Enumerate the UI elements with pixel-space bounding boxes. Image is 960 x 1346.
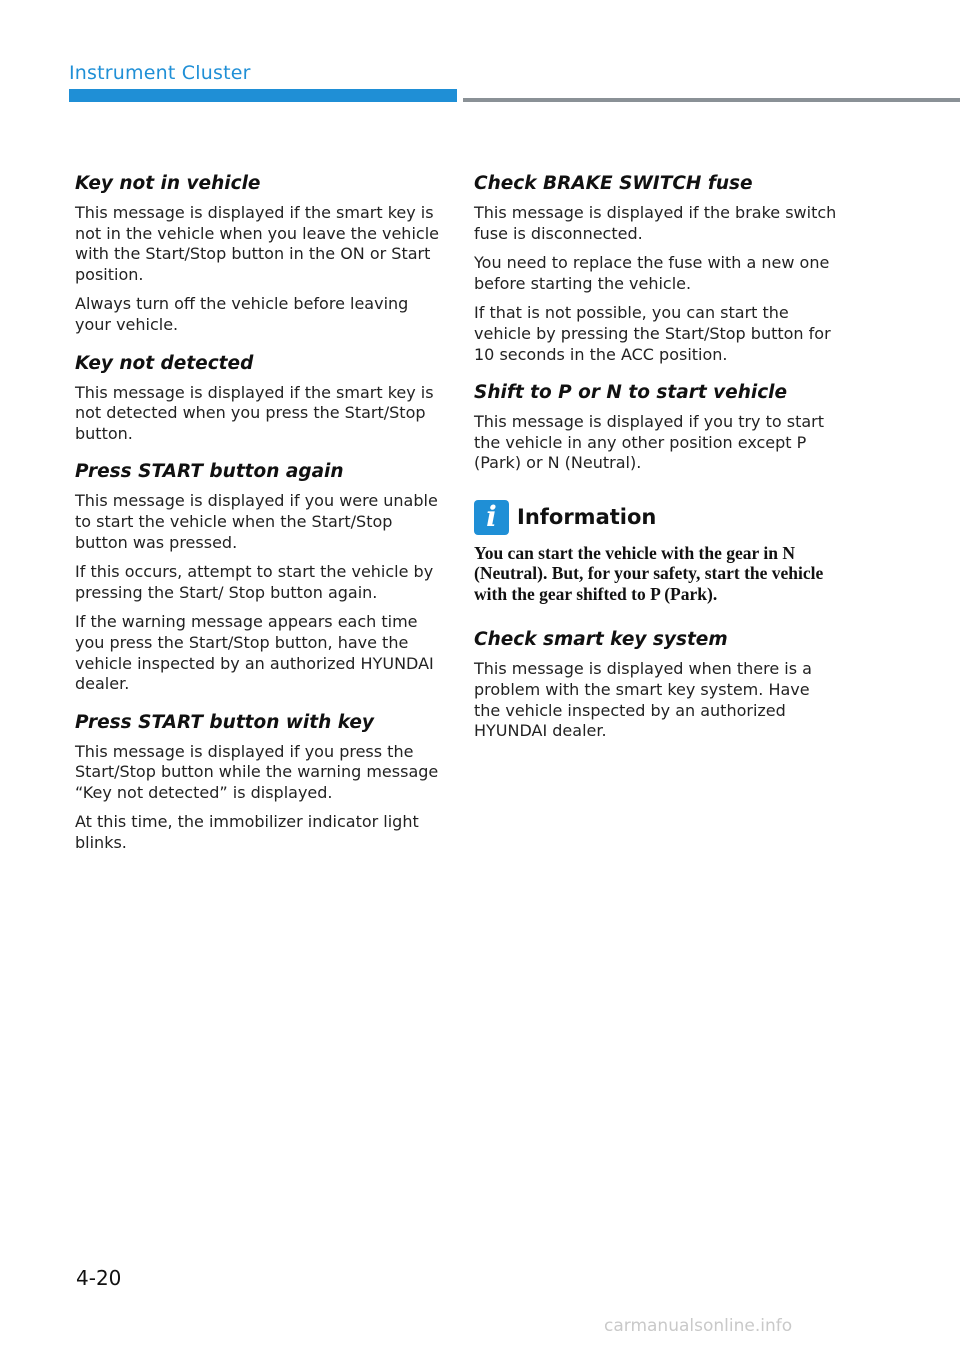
header-rule-accent (69, 89, 457, 102)
page-number: 4-20 (76, 1266, 122, 1290)
information-text: You can start the vehicle with the gear in N (Neutral). But, for your safety, start the vehicle with the gear shifted to P (Park). (474, 542, 824, 604)
section-paragraph: You need to replace the fuse with a new one before starting the vehicle. (474, 253, 830, 293)
section-title: Press START button with key (75, 711, 374, 733)
section-paragraph: This message is displayed when there is a problem with the smart key system. Have the vehicle inspected by an authorized HYUNDAI dealer. (474, 659, 812, 741)
section-paragraph: If that is not possible, you can start the vehicle by pressing the Start/Stop button for 10 seconds in the ACC position. (474, 303, 831, 364)
page-header-title: Instrument Cluster (69, 62, 251, 84)
section-title: Key not in vehicle (75, 173, 261, 194)
section-check-smart-key-system (474, 628, 840, 741)
section-shift-to-p-or-n (474, 381, 840, 474)
information-title: Information (517, 505, 657, 530)
section-paragraph: At this time, the immobilizer indicator light blinks. (75, 812, 419, 853)
left-column (75, 172, 440, 870)
section-title: Check smart key system (474, 629, 728, 651)
section-paragraph: This message is displayed if you were unable to start the vehicle when the Start/Stop button was pressed. (75, 491, 438, 552)
right-column (474, 172, 840, 758)
section-title: Shift to P or N to start vehicle (474, 382, 788, 404)
section-title: Key not detected (75, 352, 254, 374)
section-paragraph: If the warning message appears each time you press the Start/Stop button, have the vehicle inspected by an authorized HYUNDAI dealer. (75, 612, 434, 694)
section-paragraph: Always turn off the vehicle before leaving your vehicle. (75, 294, 409, 334)
watermark: carmanualsonline.info (604, 1316, 793, 1336)
section-title: Press START button again (75, 461, 344, 483)
section-check-brake-switch-fuse (474, 172, 840, 365)
section-title: Check BRAKE SWITCH fuse (474, 173, 753, 194)
section-key-not-in-vehicle (75, 172, 440, 336)
information-box (474, 500, 840, 605)
section-paragraph: This message is displayed if the smart key is not in the vehicle when you leave the vehicle with the Start/Stop button in the ON or Start position. (75, 203, 439, 284)
header-rule-gray (463, 98, 960, 102)
section-paragraph: This message is displayed if you try to start the vehicle in any other position except P (Park) or N (Neutral). (474, 412, 825, 473)
information-header (474, 500, 840, 535)
section-press-start-with-key (75, 711, 440, 854)
section-press-start-again (75, 460, 440, 694)
section-paragraph: This message is displayed if the brake switch fuse is disconnected. (474, 203, 837, 243)
section-paragraph: This message is displayed if the smart key is not detected when you press the Start/Stop button. (75, 382, 434, 443)
section-key-not-detected (75, 352, 440, 445)
info-icon: i (474, 500, 509, 535)
section-paragraph: This message is displayed if you press the Start/Stop button while the warning message “Key not detected” is displayed. (75, 741, 439, 802)
section-paragraph: If this occurs, attempt to start the vehicle by pressing the Start/ Stop button again. (75, 562, 434, 602)
